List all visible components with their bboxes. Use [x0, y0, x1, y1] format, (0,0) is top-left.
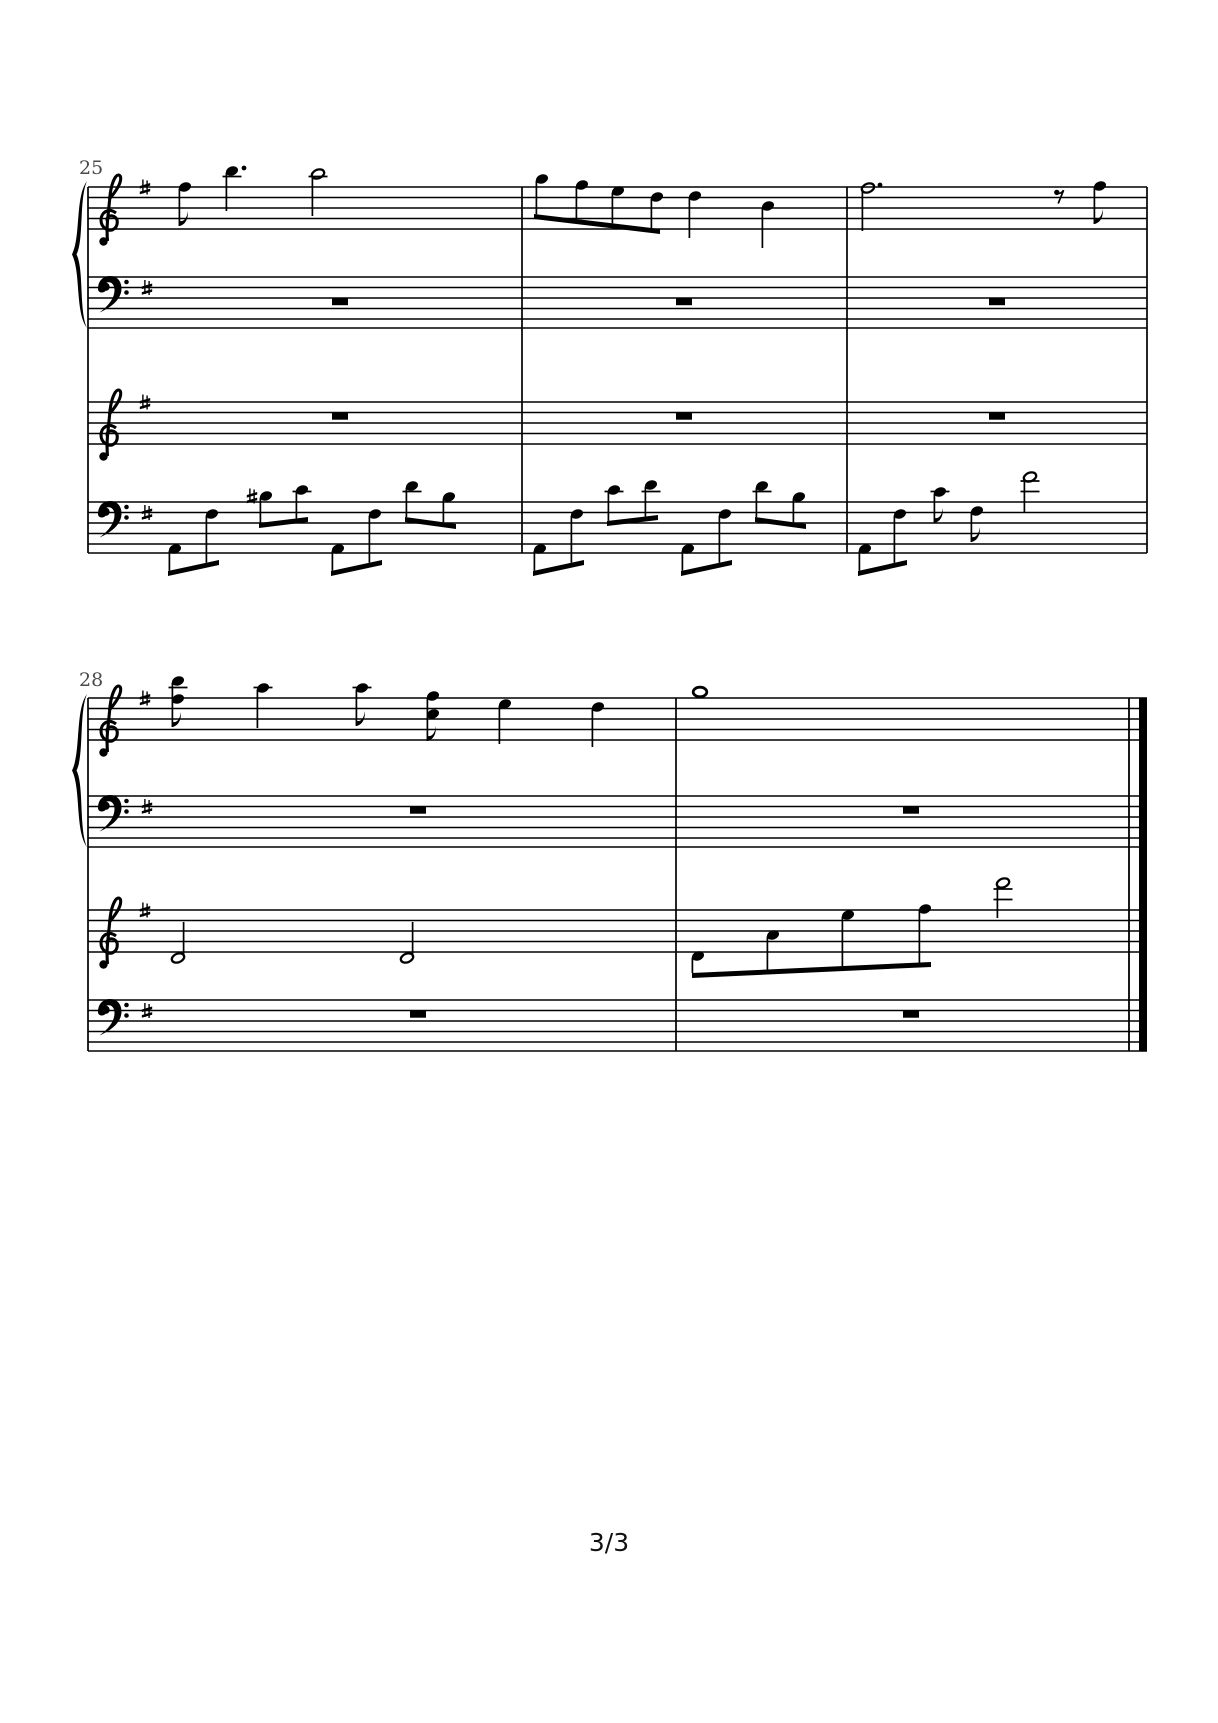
treble-clef-icon — [99, 390, 120, 461]
whole-rest-icon — [989, 298, 1005, 305]
eighth-rest-icon — [1054, 190, 1063, 204]
final-barline — [1139, 698, 1147, 1051]
beams — [534, 214, 660, 234]
staff-piano-right-hand — [88, 675, 1147, 757]
note — [533, 543, 548, 571]
note — [792, 491, 807, 523]
barlines — [88, 187, 1147, 553]
note — [205, 508, 220, 563]
note — [841, 909, 856, 967]
notes — [170, 877, 1012, 973]
treble-clef-icon — [99, 686, 120, 757]
whole-rest-icon — [903, 1011, 919, 1018]
note — [681, 543, 696, 571]
beams — [692, 962, 931, 978]
note — [860, 182, 882, 231]
whole-rest-icon — [410, 807, 426, 814]
brace-icon — [72, 181, 87, 328]
note — [570, 508, 585, 563]
whole-rest-icon — [676, 413, 692, 420]
note — [331, 543, 346, 571]
note — [611, 185, 626, 224]
staff-second-part-bass — [88, 471, 1147, 576]
treble-clef-icon — [99, 898, 120, 969]
note — [650, 191, 665, 228]
rests — [410, 1011, 919, 1018]
note — [761, 200, 776, 248]
note — [766, 929, 781, 970]
note — [403, 480, 422, 518]
staff-piano-right-hand — [88, 165, 1147, 248]
note — [693, 687, 707, 697]
rests — [332, 413, 1005, 420]
staff-second-part-bass — [88, 999, 1147, 1051]
system-28 — [72, 669, 1147, 1051]
note — [858, 543, 873, 571]
treble-clef-icon — [99, 175, 120, 246]
note — [691, 950, 706, 973]
rests — [1054, 190, 1063, 204]
whole-rest-icon — [903, 807, 919, 814]
note — [368, 508, 383, 563]
note — [893, 508, 908, 563]
note — [247, 489, 274, 523]
note — [688, 190, 703, 238]
notes — [169, 675, 707, 747]
whole-rest-icon — [332, 413, 348, 420]
note — [254, 682, 273, 728]
note — [442, 491, 457, 523]
rests — [332, 298, 1005, 305]
note — [575, 179, 590, 219]
note — [931, 486, 950, 523]
staff-piano-left-hand — [88, 276, 1147, 328]
note — [498, 698, 513, 744]
note — [170, 922, 185, 964]
staff-second-part-treble — [88, 877, 1147, 978]
brace-icon — [72, 694, 87, 847]
whole-rest-icon — [989, 413, 1005, 420]
whole-rest-icon — [332, 298, 348, 305]
note — [994, 877, 1013, 918]
bass-clef-icon — [98, 795, 129, 832]
page-number: 3/3 — [588, 1528, 630, 1557]
measure-number: 25 — [79, 157, 104, 179]
note — [642, 479, 661, 517]
staff-second-part-treble — [88, 390, 1147, 461]
note — [399, 922, 414, 964]
note — [426, 690, 441, 741]
rests — [410, 807, 919, 814]
note — [1093, 180, 1108, 224]
bass-clef-icon — [98, 501, 129, 538]
whole-rest-icon — [676, 298, 692, 305]
whole-rest-icon — [410, 1011, 426, 1018]
bass-clef-icon — [98, 999, 129, 1036]
note — [168, 543, 183, 571]
note — [753, 480, 772, 518]
system-25 — [72, 157, 1147, 576]
notes — [178, 165, 1108, 248]
bass-clef-icon — [98, 276, 129, 313]
measure-number: 28 — [79, 669, 104, 691]
barlines — [88, 698, 1147, 1051]
staff-piano-left-hand — [88, 795, 1147, 847]
note — [718, 508, 733, 563]
note — [1021, 471, 1040, 513]
note — [918, 903, 933, 963]
